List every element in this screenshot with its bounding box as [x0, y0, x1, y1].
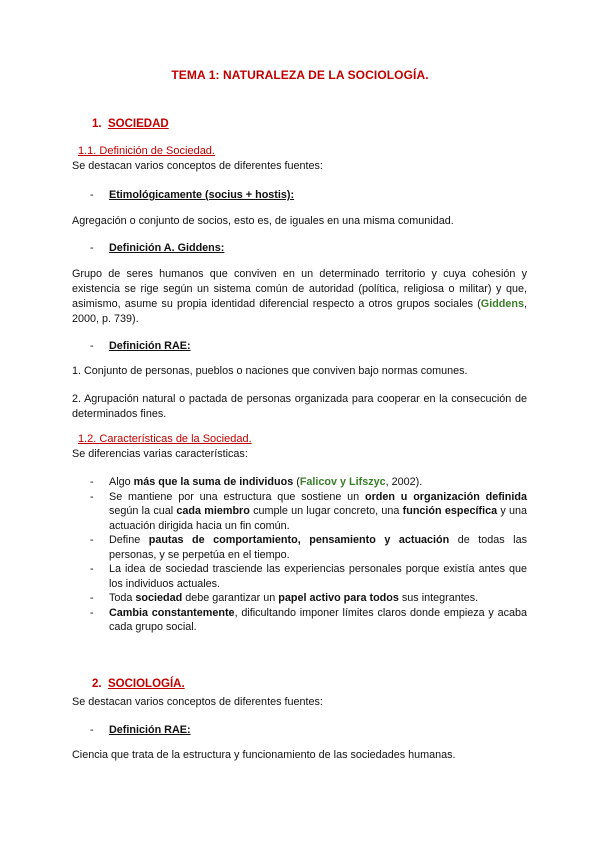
dash-marker: -: [90, 242, 94, 254]
dash-marker: -: [90, 189, 94, 201]
text-run: de todas las personas, y se perpetúa en el tiempo.: [109, 534, 527, 561]
bold-run: más que la suma de individuos: [133, 476, 294, 488]
dash-marker: -: [90, 490, 94, 503]
dash-marker: -: [90, 724, 94, 736]
sociology-def-rae-label: Definición RAE:: [109, 724, 191, 736]
def-giddens-text-after: , 2000, p. 739).: [72, 298, 527, 325]
section-2-heading: [92, 678, 185, 690]
def-giddens-text-before: Grupo de seres humanos que conviven en un determinado territorio y cuya cohesión y existencia se rige según un sistema común de autoridad (política, religiosa o militar) y que, asimismo, asume su propia identidad diferencial respecto a otros grupos sociales (: [72, 268, 527, 310]
giddens-citation: Giddens: [480, 298, 524, 310]
subsection-1-2-intro: Se diferencias varias características:: [72, 448, 248, 460]
list-item: [90, 606, 527, 635]
dash-marker: -: [90, 592, 94, 604]
text-run: Toda: [109, 592, 136, 604]
list-item: [90, 475, 527, 490]
bold-run: orden u organización definida: [364, 490, 527, 503]
def-rae-item-1: 1. Conjunto de personas, pueblos o naciones que conviven bajo normas comunes.: [72, 365, 468, 377]
def-rae-item: [90, 339, 527, 354]
bold-run: Cambia constantemente: [109, 606, 235, 619]
bold-run: sociedad: [135, 592, 183, 604]
section-2-number: 2.: [92, 678, 102, 690]
bold-run: función específica: [402, 505, 498, 517]
def-etym-label: Etimológicamente (socius + hostis):: [109, 189, 295, 201]
text-run: Se mantiene por una estructura que sostiene un: [109, 490, 365, 503]
list-item: [90, 562, 527, 591]
text-run: Algo: [109, 476, 134, 488]
text-run: , dificultando imponer límites claros donde empieza y acaba cada grupo social.: [109, 606, 528, 633]
sociology-def-rae-item: [90, 723, 527, 738]
text-run: y una actuación dirigida hacia un fin común.: [109, 505, 527, 532]
text-run: , 2002).: [385, 476, 423, 488]
list-item: [90, 533, 527, 562]
bold-run: papel activo para todos: [278, 592, 399, 604]
def-etym-text: Agregación o conjunto de socios, esto es, de iguales en una misma comunidad.: [72, 215, 454, 227]
list-item: [90, 490, 527, 534]
def-giddens-text: [72, 267, 527, 327]
subsection-1-1-intro: Se destacan varios conceptos de diferentes fuentes:: [72, 160, 323, 172]
characteristics-list: [90, 475, 527, 635]
text-run: debe garantizar un: [182, 592, 279, 604]
section-2-intro: Se destacan varios conceptos de diferentes fuentes:: [72, 696, 323, 708]
text-run: (: [293, 476, 300, 488]
dash-marker: -: [90, 476, 94, 488]
def-rae-item-2: 2. Agrupación natural o pactada de personas organizada para cooperar en la consecución de determinados fines.: [72, 393, 527, 420]
bold-run: cada miembro: [176, 505, 250, 517]
sociology-def-rae-text: Ciencia que trata de la estructura y funcionamiento de las sociedades humanas.: [72, 749, 456, 761]
dash-marker: -: [90, 606, 94, 619]
section-1-title: SOCIEDAD: [108, 118, 169, 130]
text-run: según la cual: [109, 505, 177, 517]
dash-marker: -: [90, 563, 94, 575]
text-run: cumple un lugar concreto, una: [249, 505, 403, 517]
section-2-title: SOCIOLOGÍA.: [108, 678, 185, 690]
falicov-citation: Falicov y Lifszyc: [299, 476, 386, 488]
def-giddens-item: [90, 241, 527, 256]
dash-marker: -: [90, 534, 94, 546]
subsection-1-2-heading: 1.2. Características de la Sociedad.: [78, 433, 252, 445]
section-1-number: 1.: [92, 118, 102, 130]
section-1-heading: [92, 118, 169, 130]
text-run: sus integrantes.: [398, 592, 479, 604]
def-etym-item: [90, 188, 527, 203]
bold-run: pautas de comportamiento, pensamiento y actuación: [148, 534, 450, 546]
def-rae-label: Definición RAE:: [109, 340, 191, 352]
text-run: La idea de sociedad trasciende las experiencias personales porque existía antes que los individuos actuales.: [109, 563, 527, 590]
text-run: Define: [109, 534, 149, 546]
def-giddens-label: Definición A. Giddens:: [109, 242, 225, 254]
list-item: [90, 591, 527, 606]
document-title: TEMA 1: NATURALEZA DE LA SOCIOLOGÍA.: [171, 68, 429, 82]
subsection-1-1-heading: 1.1. Definición de Sociedad.: [78, 145, 215, 157]
dash-marker: -: [90, 340, 94, 352]
